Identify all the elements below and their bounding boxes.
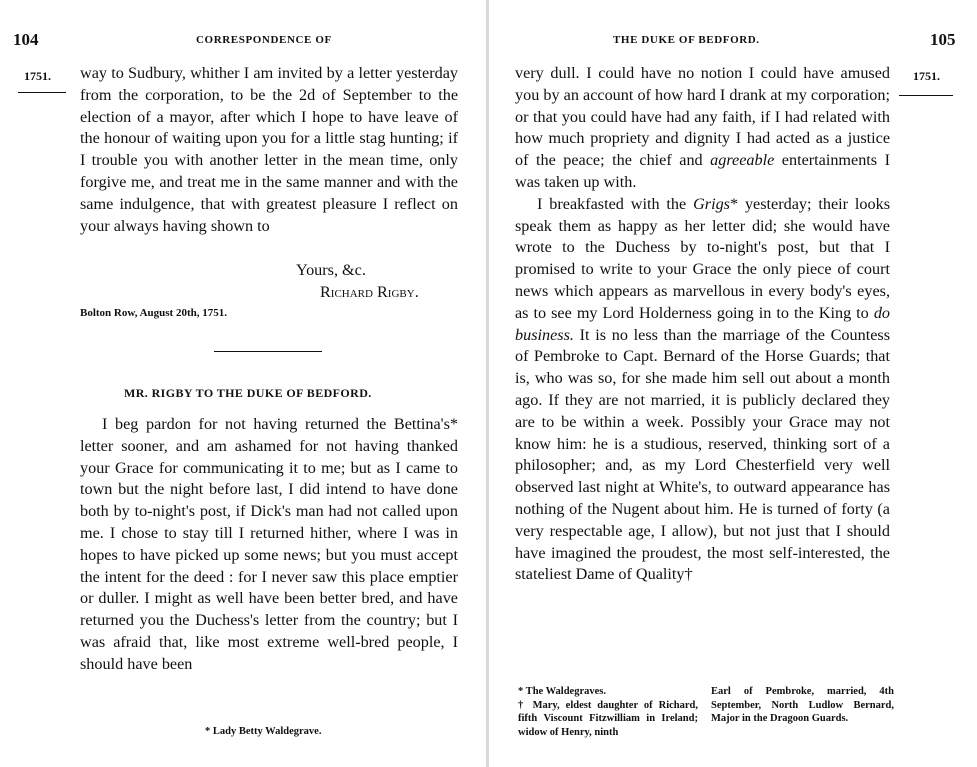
margin-year: 1751. xyxy=(24,69,51,83)
letter-body xyxy=(515,63,890,586)
paragraph: way to Sudbury, whither I am invited by a letter yesterday from the corporation, to be the 2d of September to the election of a mayor, after which I hope to have leave of the honour of waiting upon you for a little stag hunting; if I trouble you with another letter in the mean time, only forgive me, and treat me in the same manner and with the same indulgence, that with greatest pleasure I reflect on your always having shown to xyxy=(80,64,458,235)
margin-year: 1751. xyxy=(913,69,940,83)
left-page xyxy=(0,0,488,767)
letter-body-2 xyxy=(80,414,458,676)
footnote-column-1: * The Waldegraves. † Mary, eldest daughter of Richard, fifth Viscount Fitzwilliam in Ireland; widow of Henry, ninth xyxy=(518,686,698,738)
footnote-column-2: Earl of Pembroke, married, 4th September, North Ludlow Bernard, Major in the Dragoon Guards. xyxy=(711,686,894,724)
margin-rule xyxy=(899,95,953,96)
right-page xyxy=(489,0,977,767)
dateline: Bolton Row, August 20th, 1751. xyxy=(80,307,228,319)
signature: Richard Rigby. xyxy=(320,283,419,301)
page-number: 105 xyxy=(930,30,956,49)
letter-title: MR. RIGBY TO THE DUKE OF BEDFORD. xyxy=(124,386,372,400)
running-head: CORRESPONDENCE OF xyxy=(196,34,332,46)
section-divider xyxy=(214,351,322,352)
closing: Yours, &c. xyxy=(296,261,366,279)
footnote: * Lady Betty Waldegrave. xyxy=(205,726,322,737)
letter-body xyxy=(80,63,458,237)
margin-rule xyxy=(18,92,66,93)
paragraph: I breakfasted with the Grigs* yesterday; their looks speak them as happy as her letter did; she would have wrote to the Duchess by to-night's post, but that I promised to write to your Grace the only piece of court news which appears as marvellous in every body's eyes, as to see my Lord Holderness going in to the King to do business. It is no less than the marriage of the Countess of Pembroke to Capt. Bernard of the Horse Guards; that is, who was so, for she made him sell out about a month ago. If they are not married, it is publicly declared they are to be within a week. Possibly your Grace may not know him: he is a studious, reserved, thinking sort of a philosopher; and, as my Lord Chesterfield very well observed last night at White's, to outward appearance has nothing of the Nugent about him. He is turned of forty (a very respectable age, I allow), but not just that I should have imagined the proudest, the most self-interested, the stateliest Dame of Quality† xyxy=(515,194,890,584)
paragraph: very dull. I could have no notion I could have amused you by an account of how hard I drank at my corporation; or that you could have had any faith, if I had related with how much propriety and dignity I had acted as a justice of the peace; the chief and agreeable entertainments I was taken up with. xyxy=(515,64,890,191)
page-number: 104 xyxy=(13,30,39,49)
running-head: THE DUKE OF BEDFORD. xyxy=(613,34,760,46)
paragraph: I beg pardon for not having returned the Bettina's* letter sooner, and am ashamed for not having thanked your Grace for communicating it to me; but as I came to town but the night before last, I did intend to have done both by to-night's post, if Dick's man had not called upon me. I chose to stay till I returned hither, where I was in hopes to have picked up some news; but you must accept the intent for the deed : for I never saw this place emptier or duller. I might as well have been better bred, and have returned you the Duchess's letter from the country; but I was afraid that, like most extreme well-bred people, I should have been xyxy=(80,415,458,673)
